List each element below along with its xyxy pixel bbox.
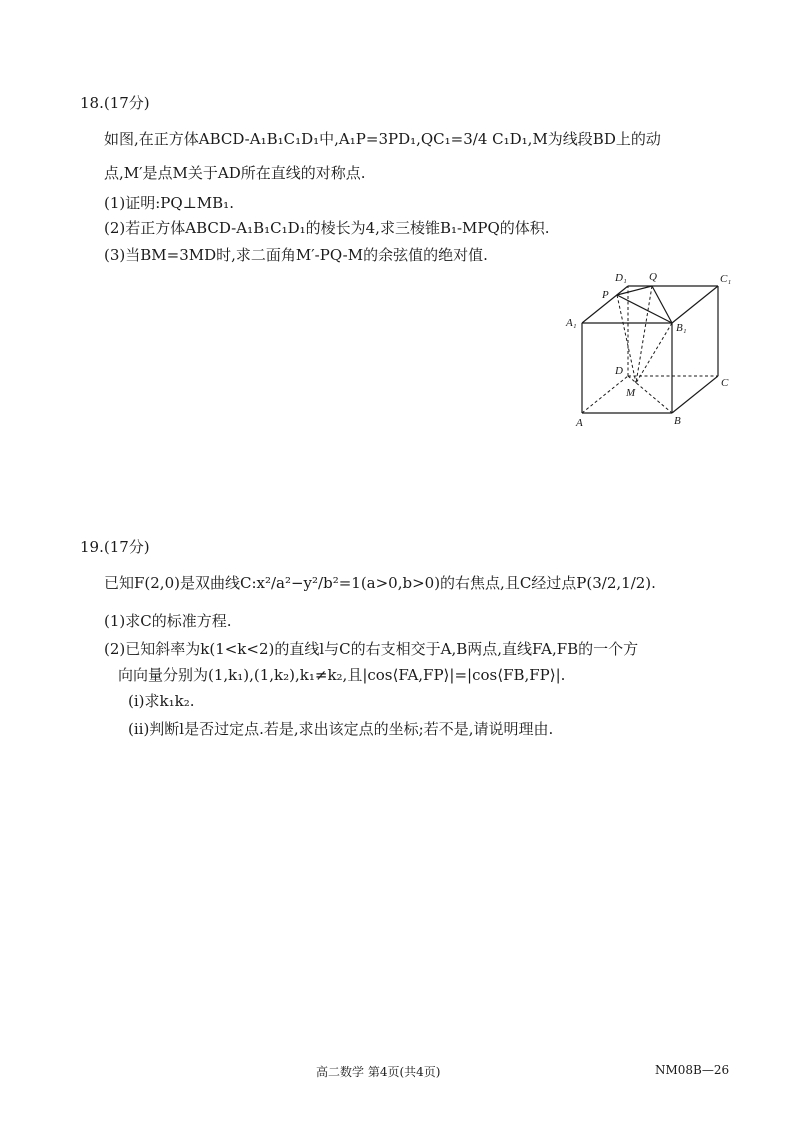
label-c: C: [721, 377, 729, 389]
q19-part1: (1)求C的标准方程.: [104, 612, 232, 630]
segment-pb1: [617, 295, 672, 323]
label-m: M: [626, 387, 636, 399]
label-d1: D₁: [615, 272, 627, 284]
label-a1: A₁: [566, 317, 577, 329]
q19-header: 19.(17分): [80, 538, 150, 556]
cube-figure: [560, 268, 740, 438]
segment-qm: [636, 286, 652, 383]
q18-part1: (1)证明:PQ⊥MB₁.: [104, 194, 234, 212]
label-b: B: [674, 415, 681, 427]
q18-intro-line2: 点,M′是点M关于AD所在直线的对称点.: [104, 164, 366, 182]
label-q: Q: [649, 271, 657, 283]
edge-c1b1: [672, 286, 718, 323]
q18-part2: (2)若正方体ABCD-A₁B₁C₁D₁的棱长为4,求三棱锥B₁-MPQ的体积.: [104, 219, 550, 237]
q18-header: 18.(17分): [80, 94, 150, 112]
label-a: A: [576, 417, 583, 429]
edge-ad: [582, 376, 628, 413]
page-footer: 高二数学 第4页(共4页): [316, 1065, 441, 1079]
q19-sub2: (ⅱ)判断l是否过定点.若是,求出该定点的坐标;若不是,请说明理由.: [128, 720, 554, 738]
q19-part2-line2: 向向量分别为(1,k₁),(1,k₂),k₁≠k₂,且|cos⟨FA,FP⟩|=|cos⟨FB,FP⟩|.: [118, 666, 566, 684]
q19-sub1: (ⅰ)求k₁k₂.: [128, 692, 195, 710]
q19-part2-line1: (2)已知斜率为k(1<k<2)的直线l与C的右支相交于A,B两点,直线FA,FB的一个方: [104, 640, 639, 658]
label-b1: B₁: [676, 322, 687, 334]
q18-part3: (3)当BM=3MD时,求二面角M′-PQ-M的余弦值的绝对值.: [104, 246, 488, 264]
q18-intro-line1: 如图,在正方体ABCD-A₁B₁C₁D₁中,A₁P=3PD₁,QC₁=3/4 C₁D₁,M为线段BD上的动: [104, 130, 661, 148]
label-p: P: [602, 289, 609, 301]
label-c1: C₁: [720, 273, 732, 285]
label-d: D: [615, 365, 623, 377]
edge-cb: [672, 376, 718, 413]
q19-intro: 已知F(2,0)是双曲线C:x²/a²−y²/b²=1(a>0,b>0)的右焦点,且C经过点P(3/2,1/2).: [104, 574, 656, 592]
paper-code: NM08B—26: [655, 1063, 730, 1077]
